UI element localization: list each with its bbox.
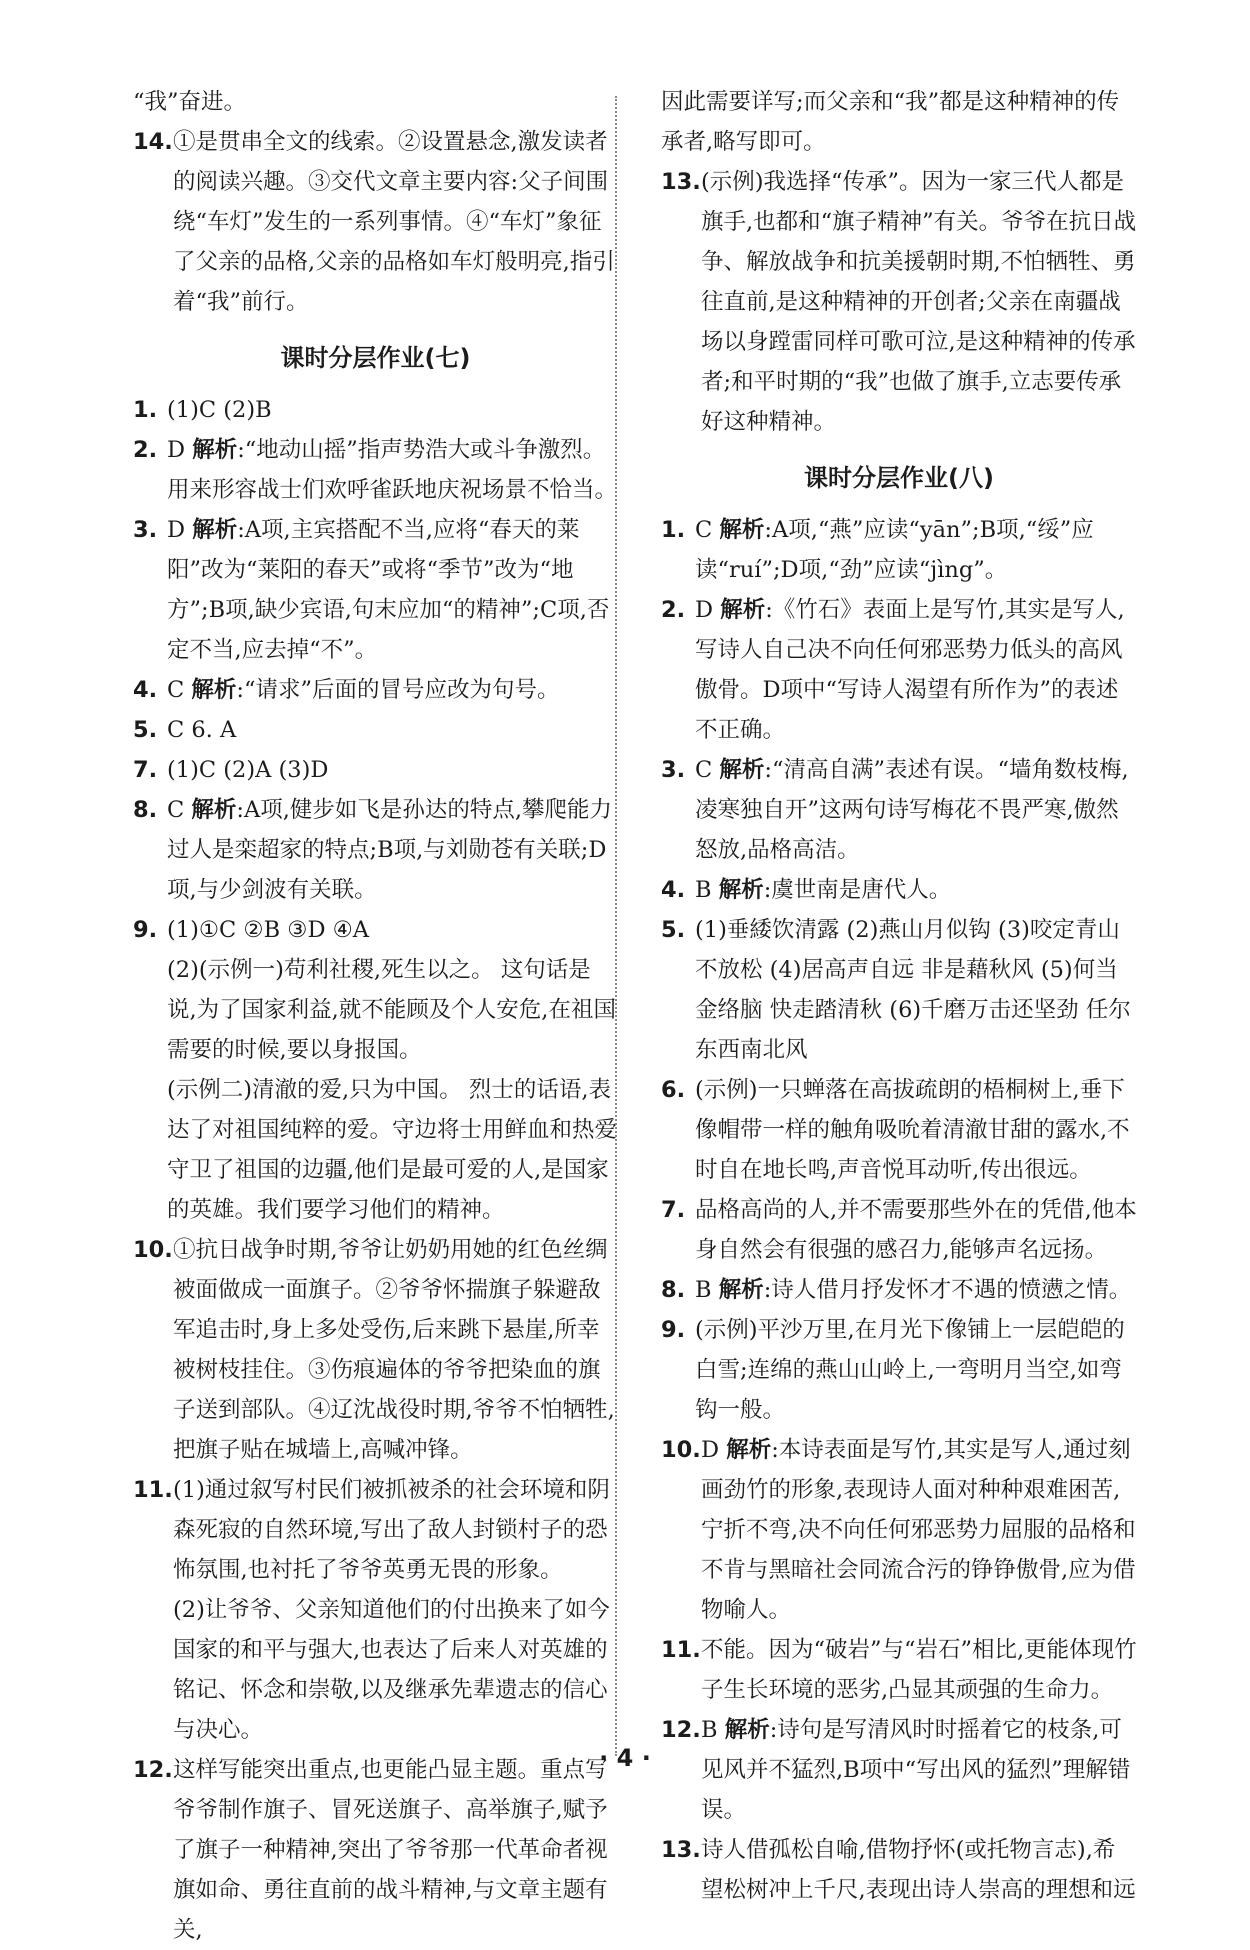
answer-number: 3.	[133, 517, 158, 543]
answer-text: :“地动山摇”指声势浩大或斗争激烈。用来形容战士们欢呼雀跃地庆祝场景不恰当。	[167, 437, 618, 503]
answer-text: 不能。因为“破岩”与“岩石”相比,更能体现竹子生长环境的恶劣,凸显其顽强的生命力。	[701, 1637, 1137, 1703]
answer-1	[661, 510, 1137, 590]
answer-part: (2)让爷爷、父亲知道他们的付出换来了如今国家的和平与强大,也表达了后来人对英雄的铭记、怀念和崇敬,以及继承先辈遗志的信心与决心。	[173, 1597, 610, 1743]
answer-number: 3.	[661, 757, 686, 783]
answer-number: 10.	[661, 1437, 701, 1463]
answer-number: 2.	[133, 437, 158, 463]
answer-text: (示例)一只蝉落在高拔疏朗的梧桐树上,垂下像帽带一样的触角吸吮着清澈甘甜的露水,不时自在地长鸣,声音悦耳动听,传出很远。	[695, 1077, 1130, 1183]
section-heading-7: 课时分层作业(七)	[280, 344, 471, 372]
answer-5	[661, 910, 1137, 1070]
answer-13-prev	[661, 162, 1137, 442]
answer-10	[133, 1230, 618, 1470]
answer-3	[133, 510, 618, 670]
answer-choice: C	[695, 517, 720, 543]
answer-text: :虞世南是唐代人。	[763, 877, 952, 903]
answer-number: 8.	[661, 1277, 686, 1303]
right-column	[661, 82, 1137, 1910]
answer-choice: B	[695, 877, 719, 903]
analysis-label: 解析	[724, 1717, 770, 1743]
answer-1	[133, 390, 618, 430]
answer-part: (1)①C ②B ③D ④A	[167, 917, 370, 943]
answer-text: :“清高自满”表述有误。“墙角数枝梅,凌寒独自开”这两句诗写梅花不畏严寒,傲然怒放,品格高洁。	[695, 757, 1129, 863]
analysis-label: 解析	[192, 517, 238, 543]
answer-number: 2.	[661, 597, 686, 623]
answer-text: (1)C (2)B	[167, 397, 272, 423]
left-column	[133, 82, 618, 1950]
answer-choice: C	[695, 757, 720, 783]
answer-number: 12.	[661, 1717, 701, 1743]
answer-number: 9.	[661, 1317, 686, 1343]
answer-14	[133, 122, 618, 322]
answer-9	[661, 1310, 1137, 1430]
answer-text: :《竹石》表面上是写竹,其实是写人,写诗人自己决不向任何邪恶势力低头的高风傲骨。D项中“写诗人渴望有所作为”的表述不正确。	[695, 597, 1125, 743]
answer-choice: D	[695, 597, 721, 623]
answer-text: :A项,“燕”应读“yān”;B项,“绥”应读“ruí”;D项,“劲”应读“jìng”。	[695, 517, 1094, 583]
section-heading-8: 课时分层作业(八)	[804, 464, 994, 492]
answer-number: 13.	[661, 1837, 701, 1863]
answer-13	[661, 1830, 1137, 1910]
answer-6	[661, 1070, 1137, 1190]
answer-text: ①抗日战争时期,爷爷让奶奶用她的红色丝绸被面做成一面旗子。②爷爷怀揣旗子躲避敌军追击时,身上多处受伤,后来跳下悬崖,所幸被树枝挂住。③伤痕遍体的爷爷把染血的旗子送到部队。④辽沈战役时期,爷爷不怕牺牲,把旗子贴在城墙上,高喊冲锋。	[173, 1237, 615, 1463]
answer-number: 5.	[661, 917, 686, 943]
answer-choice: B	[701, 1717, 725, 1743]
answer-number: 1.	[661, 517, 686, 543]
answer-part: (1)通过叙写村民们被抓被杀的社会环境和阴森死寂的自然环境,写出了敌人封锁村子的恐怖氛围,也衬托了爷爷英勇无畏的形象。	[173, 1477, 610, 1583]
answer-8	[661, 1270, 1137, 1310]
answer-9	[133, 910, 618, 1230]
answer-number: 11.	[133, 1477, 173, 1503]
answer-5-6	[133, 710, 618, 750]
answer-11	[133, 1470, 618, 1750]
column-divider	[615, 96, 617, 1756]
answer-4	[661, 870, 1137, 910]
right-top-continuation: 因此需要详写;而父亲和“我”都是这种精神的传承者,略写即可。	[661, 89, 1120, 155]
answer-number: 7.	[133, 757, 158, 783]
page-number: · 4 ·	[599, 1744, 651, 1772]
answer-text: :A项,主宾搭配不当,应将“春天的莱阳”改为“莱阳的春天”或将“季节”改为“地方”;B项,缺少宾语,句末应加“的精神”;C项,否定不当,应去掉“不”。	[167, 517, 610, 663]
analysis-label: 解析	[718, 877, 764, 903]
answer-text: :诗句是写清风时时摇着它的枝条,可见风并不猛烈,B项中“写出风的猛烈”理解错误。	[701, 1717, 1131, 1823]
answer-11	[661, 1630, 1137, 1710]
answer-part: (示例二)清澈的爱,只为中国。 烈士的话语,表达了对祖国纯粹的爱。守边将士用鲜血和热爱守卫了祖国的边疆,他们是最可爱的人,是国家的英雄。我们要学习他们的精神。	[167, 1077, 618, 1223]
answer-choice: D	[701, 1437, 727, 1463]
answer-choice: D	[167, 517, 193, 543]
answer-text: :本诗表面是写竹,其实是写人,通过刻画劲竹的形象,表现诗人面对种种艰难困苦,宁折不弯,决不向任何邪恶势力屈服的品格和不肯与黑暗社会同流合污的铮铮傲骨,应为借物喻人。	[701, 1437, 1136, 1623]
answer-text: 诗人借孤松自喻,借物抒怀(或托物言志),希望松树冲上千尺,表现出诗人崇高的理想和远	[701, 1837, 1136, 1903]
answer-choice: C	[167, 677, 192, 703]
answer-text: ①是贯串全文的线索。②设置悬念,激发读者的阅读兴趣。③交代文章主要内容:父子间围绕“车灯”发生的一系列事情。④“车灯”象征了父亲的品格,父亲的品格如车灯般明亮,指引着“我”前行。	[173, 129, 615, 315]
answer-number: 7.	[661, 1197, 686, 1223]
answer-text: (示例)我选择“传承”。因为一家三代人都是旗手,也都和“旗子精神”有关。爷爷在抗日战争、解放战争和抗美援朝时期,不怕牺牲、勇往直前,是这种精神的开创者;父亲在南疆战场以身蹚雷同样可歌可泣,是这种精神的传承者;和平时期的“我”也做了旗手,立志要传承好这种精神。	[701, 169, 1137, 435]
answer-text: 这样写能突出重点,也更能凸显主题。重点写爷爷制作旗子、冒死送旗子、高举旗子,赋予了旗子一种精神,突出了爷爷那一代革命者视旗如命、勇往直前的战斗精神,与文章主题有关,	[173, 1757, 608, 1943]
left-top-continuation: “我”奋进。	[133, 89, 247, 115]
answer-choice: D	[167, 437, 193, 463]
answer-choice: B	[695, 1277, 719, 1303]
analysis-label: 解析	[191, 677, 237, 703]
answer-10	[661, 1430, 1137, 1630]
answer-number: 14.	[133, 129, 173, 155]
answer-part: (2)(示例一)苟利社稷,死生以之。 这句话是说,为了国家利益,就不能顾及个人安危,在祖国需要的时候,要以身报国。	[167, 957, 616, 1063]
answer-text: :A项,健步如飞是孙达的特点,攀爬能力过人是栾超家的特点;B项,与刘勋苍有关联;D项,与少剑波有关联。	[167, 797, 613, 903]
answer-text: (1)C (2)A (3)D	[167, 757, 329, 783]
analysis-label: 解析	[719, 757, 765, 783]
analysis-label: 解析	[719, 517, 765, 543]
analysis-label: 解析	[191, 797, 237, 823]
answer-text: (1)垂緌饮清露 (2)燕山月似钩 (3)咬定青山不放松 (4)居高声自远 非是藉秋风 (5)何当金络脑 快走踏清秋 (6)千磨万击还坚劲 任尔东西南北风	[695, 917, 1131, 1063]
answer-number: 13.	[661, 169, 701, 195]
answer-text: C 6. A	[167, 717, 237, 743]
answer-text: :诗人借月抒发怀才不遇的愤懑之情。	[763, 1277, 1132, 1303]
answer-number: 9.	[133, 917, 158, 943]
answer-number: 1.	[133, 397, 158, 423]
answer-7	[661, 1190, 1137, 1270]
answer-choice: C	[167, 797, 192, 823]
analysis-label: 解析	[192, 437, 238, 463]
answer-7	[133, 750, 618, 790]
answer-number: 5.	[133, 717, 158, 743]
answer-text: 品格高尚的人,并不需要那些外在的凭借,他本身自然会有很强的感召力,能够声名远扬。	[695, 1197, 1137, 1263]
answer-text: :“请求”后面的冒号应改为句号。	[236, 677, 560, 703]
answer-8	[133, 790, 618, 910]
answer-number: 11.	[661, 1637, 701, 1663]
answer-3	[661, 750, 1137, 870]
answer-number: 4.	[661, 877, 686, 903]
answer-number: 12.	[133, 1757, 173, 1783]
answer-2	[133, 430, 618, 510]
answer-12	[133, 1750, 618, 1950]
answer-text: (示例)平沙万里,在月光下像铺上一层皑皑的白雪;连绵的燕山山岭上,一弯明月当空,如弯钩一般。	[695, 1317, 1125, 1423]
answer-number: 4.	[133, 677, 158, 703]
analysis-label: 解析	[726, 1437, 772, 1463]
answer-number: 6.	[661, 1077, 686, 1103]
answer-2	[661, 590, 1137, 750]
answer-4	[133, 670, 618, 710]
answer-number: 10.	[133, 1237, 173, 1263]
analysis-label: 解析	[718, 1277, 764, 1303]
answer-number: 8.	[133, 797, 158, 823]
analysis-label: 解析	[720, 597, 766, 623]
